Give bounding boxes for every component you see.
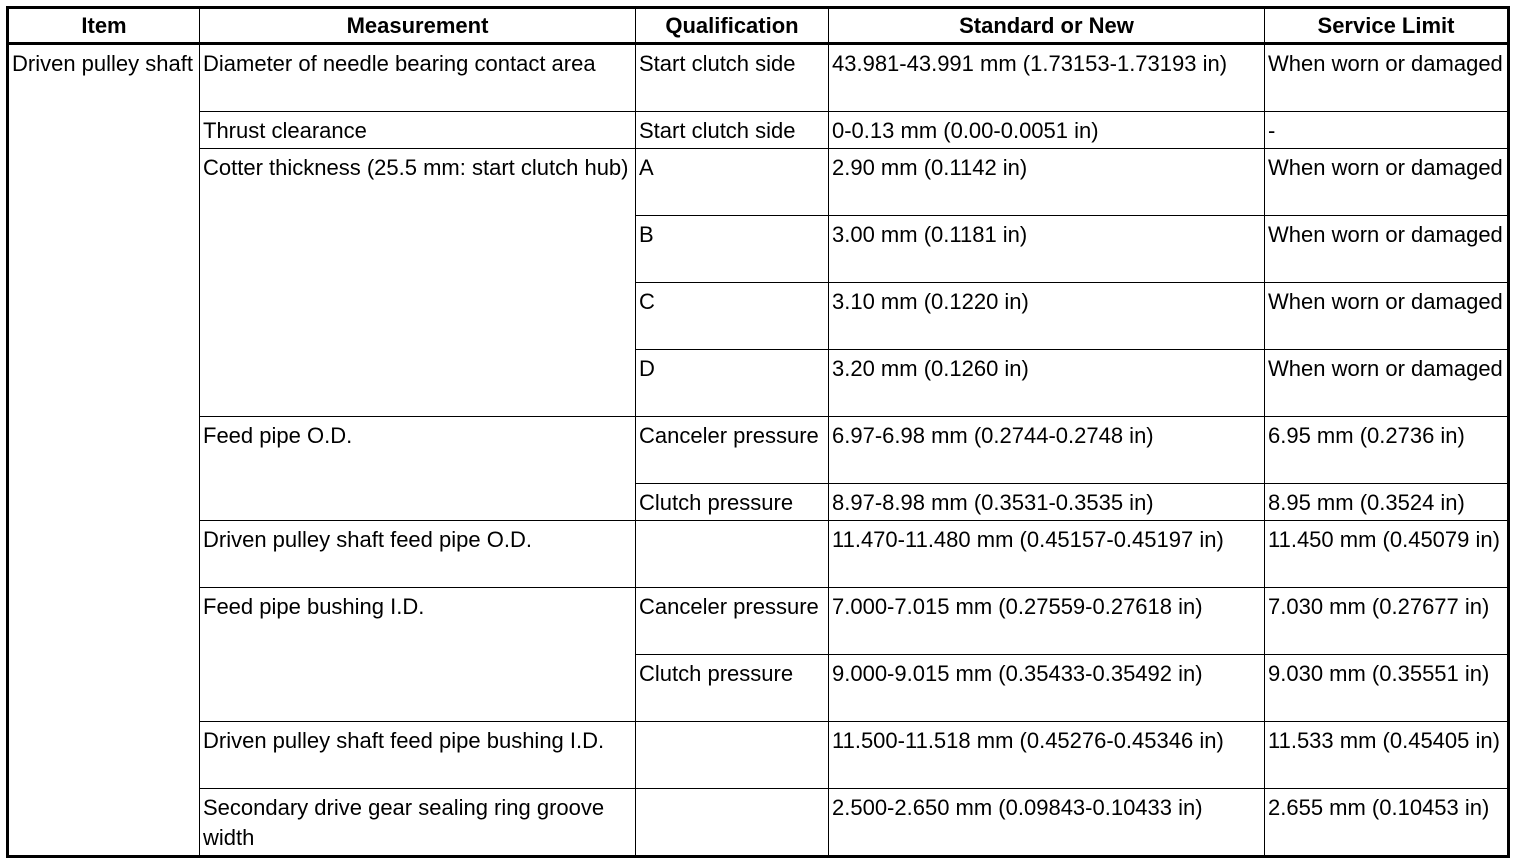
standard-cell: 6.97-6.98 mm (0.2744-0.2748 in) xyxy=(829,417,1265,484)
qualification-cell: A xyxy=(636,149,829,216)
table-row xyxy=(8,588,1509,655)
service-limit-cell: 6.95 mm (0.2736 in) xyxy=(1265,417,1509,484)
service-limit-cell: 2.655 mm (0.10453 in) xyxy=(1265,789,1509,857)
standard-cell: 43.981-43.991 mm (1.73153-1.73193 in) xyxy=(829,44,1265,112)
standard-cell: 2.500-2.650 mm (0.09843-0.10433 in) xyxy=(829,789,1265,857)
header-standard: Standard or New xyxy=(829,8,1265,44)
header-qualification: Qualification xyxy=(636,8,829,44)
measurement-cell: Secondary drive gear sealing ring groove width xyxy=(200,789,636,857)
service-limit-cell: When worn or damaged xyxy=(1265,350,1509,417)
qualification-cell: Clutch pressure xyxy=(636,655,829,722)
qualification-cell xyxy=(636,722,829,789)
qualification-cell: D xyxy=(636,350,829,417)
service-limit-cell: When worn or damaged xyxy=(1265,44,1509,112)
table-row xyxy=(8,722,1509,789)
service-limit-cell: 8.95 mm (0.3524 in) xyxy=(1265,484,1509,521)
qualification-cell: Start clutch side xyxy=(636,44,829,112)
measurement-cell: Cotter thickness (25.5 mm: start clutch hub) xyxy=(200,149,636,417)
header-measurement: Measurement xyxy=(200,8,636,44)
specification-table xyxy=(6,6,1510,858)
service-limit-cell: When worn or damaged xyxy=(1265,149,1509,216)
header-service-limit: Service Limit xyxy=(1265,8,1509,44)
measurement-cell: Diameter of needle bearing contact area xyxy=(200,44,636,112)
table-row xyxy=(8,149,1509,216)
service-limit-cell: 7.030 mm (0.27677 in) xyxy=(1265,588,1509,655)
service-limit-cell: 11.450 mm (0.45079 in) xyxy=(1265,521,1509,588)
table-row xyxy=(8,521,1509,588)
standard-cell: 7.000-7.015 mm (0.27559-0.27618 in) xyxy=(829,588,1265,655)
qualification-cell xyxy=(636,521,829,588)
standard-cell: 3.10 mm (0.1220 in) xyxy=(829,283,1265,350)
item-cell: Driven pulley shaft xyxy=(8,44,200,857)
qualification-cell: C xyxy=(636,283,829,350)
qualification-cell xyxy=(636,789,829,857)
service-limit-cell: When worn or damaged xyxy=(1265,283,1509,350)
measurement-cell: Feed pipe bushing I.D. xyxy=(200,588,636,722)
standard-cell: 2.90 mm (0.1142 in) xyxy=(829,149,1265,216)
qualification-cell: Start clutch side xyxy=(636,112,829,149)
measurement-cell: Driven pulley shaft feed pipe O.D. xyxy=(200,521,636,588)
standard-cell: 9.000-9.015 mm (0.35433-0.35492 in) xyxy=(829,655,1265,722)
standard-cell: 3.00 mm (0.1181 in) xyxy=(829,216,1265,283)
standard-cell: 11.500-11.518 mm (0.45276-0.45346 in) xyxy=(829,722,1265,789)
qualification-cell: Clutch pressure xyxy=(636,484,829,521)
table-row xyxy=(8,112,1509,149)
measurement-cell: Thrust clearance xyxy=(200,112,636,149)
table-row xyxy=(8,417,1509,484)
qualification-cell: Canceler pressure xyxy=(636,417,829,484)
standard-cell: 3.20 mm (0.1260 in) xyxy=(829,350,1265,417)
service-limit-cell: 9.030 mm (0.35551 in) xyxy=(1265,655,1509,722)
qualification-cell: B xyxy=(636,216,829,283)
standard-cell: 8.97-8.98 mm (0.3531-0.3535 in) xyxy=(829,484,1265,521)
service-limit-cell: - xyxy=(1265,112,1509,149)
standard-cell: 0-0.13 mm (0.00-0.0051 in) xyxy=(829,112,1265,149)
service-limit-cell: 11.533 mm (0.45405 in) xyxy=(1265,722,1509,789)
table-row xyxy=(8,44,1509,112)
table-row xyxy=(8,789,1509,857)
header-row xyxy=(8,8,1509,44)
header-item: Item xyxy=(8,8,200,44)
measurement-cell: Driven pulley shaft feed pipe bushing I.D. xyxy=(200,722,636,789)
service-limit-cell: When worn or damaged xyxy=(1265,216,1509,283)
standard-cell: 11.470-11.480 mm (0.45157-0.45197 in) xyxy=(829,521,1265,588)
measurement-cell: Feed pipe O.D. xyxy=(200,417,636,521)
qualification-cell: Canceler pressure xyxy=(636,588,829,655)
